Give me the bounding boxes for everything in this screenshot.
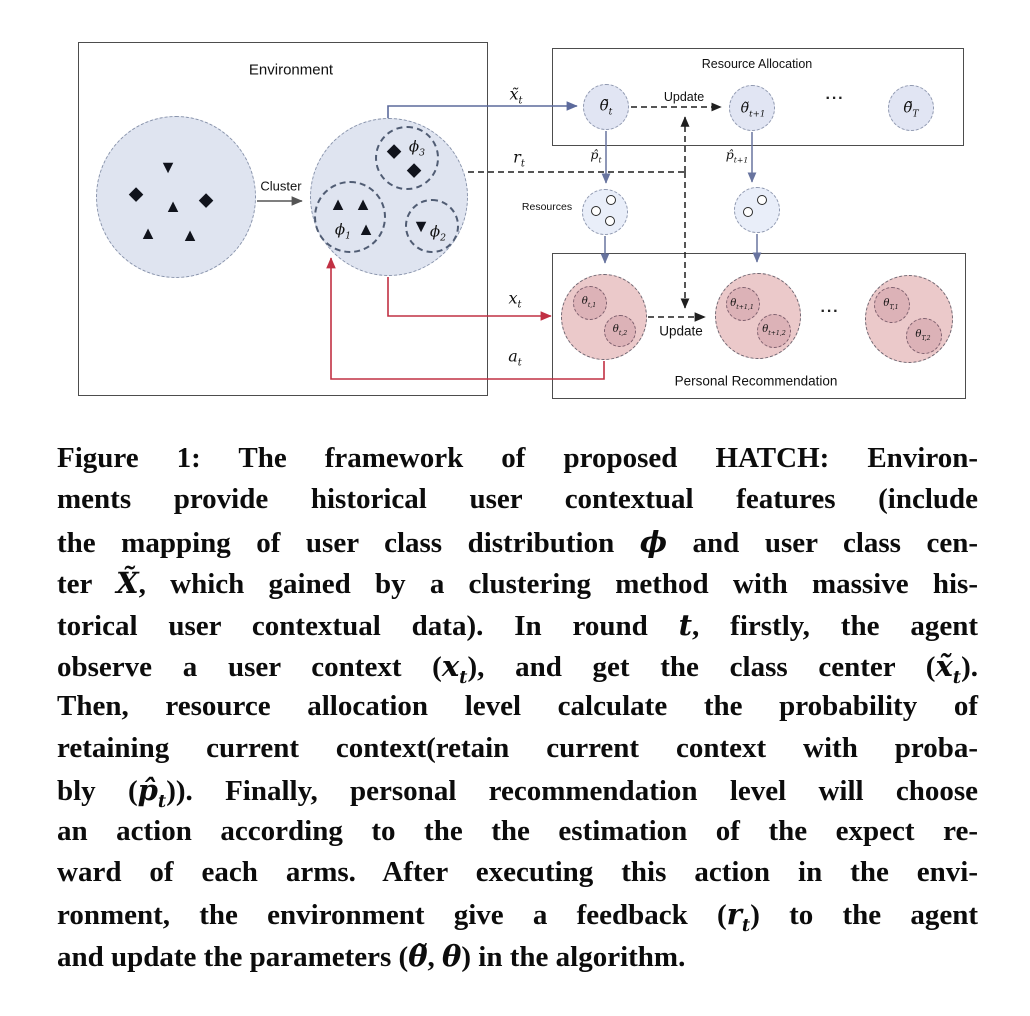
caption-line: the mapping of user class distribution ϕ and user class cen- [57,524,978,559]
diamond-marker: ◆ [128,183,144,205]
cluster-label: Cluster [260,178,302,194]
cluster-phi1-circle [314,181,386,253]
caption-line: and update the parameters (θ̃, θ) in the algorithm. [57,938,686,973]
theta-T-1-label: $\theta_{T,1}$ [883,298,899,311]
a-t-label: $a_t$ [508,346,522,369]
resource-unit [757,195,767,205]
theta-tilde-T-label: $\thetã_T$ [903,98,919,120]
theta-tilde-t1-label: $\thetã_{t+1}$ [740,100,766,120]
caption-line: Then, resource allocation level calculate the probability of [57,690,978,723]
resource-unit [743,207,753,217]
x-tilde-t-label: $x̃_t$ [509,84,523,107]
figure-caption [57,442,978,980]
update-label-bottom: Update [659,323,703,339]
theta-t-1-label: $\theta_{t,1}$ [581,296,597,309]
resource-unit [605,216,615,226]
resources-node-t [582,189,628,235]
theta-t-2-label: $\theta_{t,2}$ [612,324,628,337]
caption-line: ward of each arms. After executing this action in the envi- [57,855,978,888]
caption-line: bly $(p̂_t)$). Finally, personal recommendation level will choose [57,773,979,812]
triangle-up-marker: ▲ [139,223,157,243]
triangle-up-marker: ▲ [329,194,347,214]
resource-unit [591,206,601,216]
caption-line: torical user contextual data). In round t, firstly, the agent [57,607,978,642]
ellipsis-resource-allocation: ··· [825,90,845,107]
resources-label: Resources [521,200,573,213]
triangle-up-marker: ▲ [181,225,199,245]
phi-2-label: $\phi_2$ [429,222,447,244]
diamond-marker: ◆ [386,140,402,162]
r-t-label: $r_t$ [513,147,525,170]
resource-unit [606,195,616,205]
caption-line: observe a user context $(x_t)$, and get the class center $(x̃_t)$. [57,648,978,688]
diamond-marker: ◆ [198,189,214,211]
triangle-down-marker: ▼ [159,157,177,177]
x-t-label: $x_t$ [508,288,522,311]
caption-line: Figure 1: The framework of proposed HATCH: Environ- [57,442,978,474]
phi-3-label: $\phi_3$ [408,137,426,159]
recommendation-node-T [865,275,953,363]
triangle-up-marker: ▲ [357,219,375,239]
theta-t1-1-label: $\theta_{t+1,1}$ [730,298,754,311]
caption-line: retaining current context(retain current context with proba- [57,731,978,764]
triangle-up-marker: ▲ [164,196,182,216]
caption-line: an action according to the the estimation of the expect re- [57,814,978,847]
phi-1-label: $\phi_1$ [334,220,352,242]
recommendation-node-t [561,274,647,360]
resources-node-t1 [734,187,780,233]
triangle-down-marker: ▼ [412,216,430,236]
triangle-up-marker: ▲ [354,194,372,214]
caption-line: ronment, the environment give a feedback $(r_t)$ to the agent [57,897,978,937]
personal-recommendation-title: Personal Recommendation [674,373,838,389]
theta-tilde-t-label: $\thetã_t$ [599,96,613,118]
caption-line: ter X̃, which gained by a clustering method with massive his- [57,566,978,601]
caption-line: ments provide historical user contextual features (include [57,483,978,516]
theta-t1-2-label: $\theta_{t+1,2}$ [762,324,786,337]
environment-title: Environment [248,61,334,79]
resource-allocation-title: Resource Allocation [701,56,813,71]
recommendation-node-t1 [715,273,801,359]
update-label-top: Update [663,89,705,104]
diamond-marker: ◆ [406,159,422,181]
p-hat-t-label: $p̂_t$ [590,146,602,165]
ellipsis-personal-recommendation: ··· [820,303,840,320]
p-hat-t1-label: $p̂_{t+1}$ [725,146,749,165]
theta-T-2-label: $\theta_{T,2}$ [915,329,931,342]
